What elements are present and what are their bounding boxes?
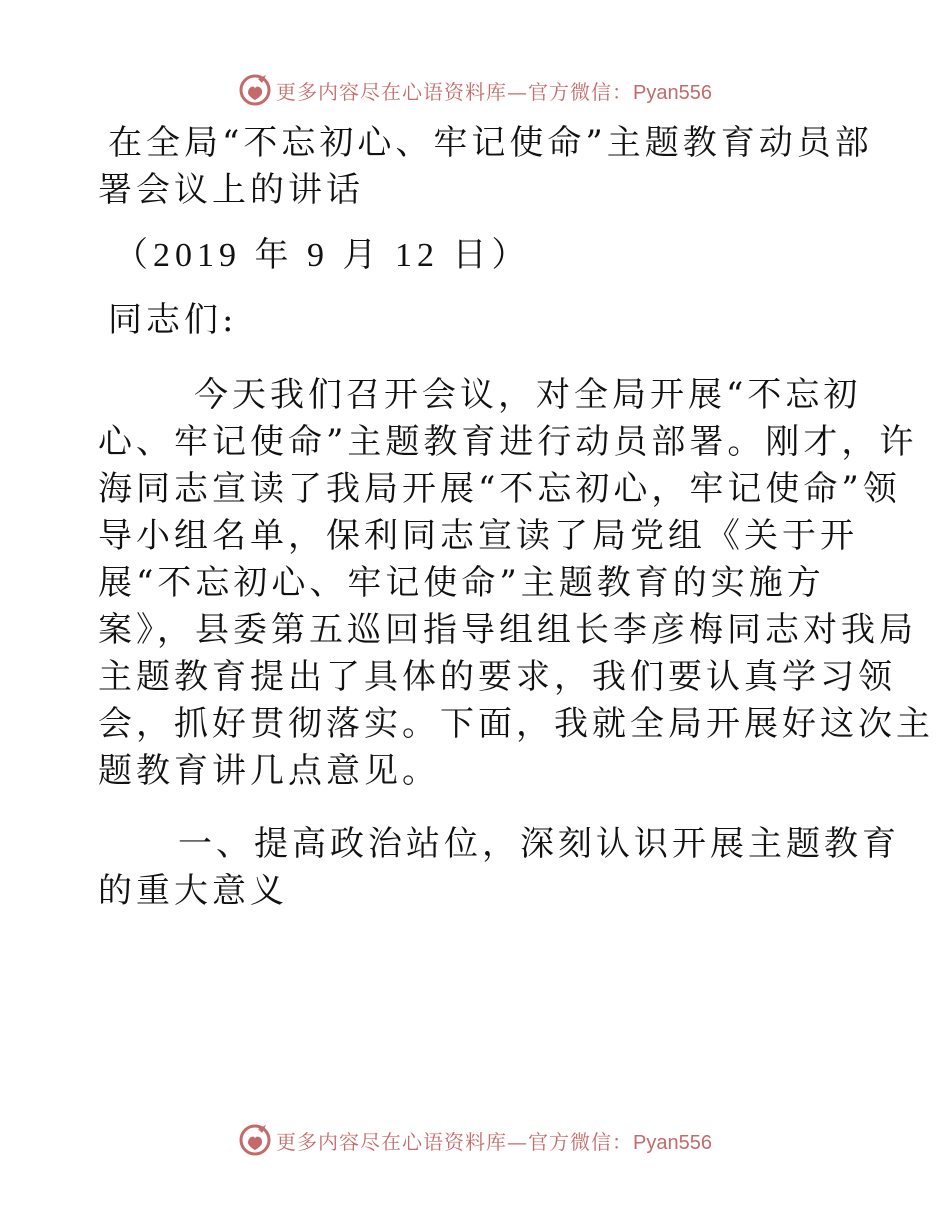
paragraph-line: 海同志宣读了我局开展“不忘初心，牢记使命”领 xyxy=(98,469,901,509)
section-heading-line: 的重大意义 xyxy=(98,871,288,911)
watermark-wechat-label: 官方微信： xyxy=(528,79,634,104)
paragraph-line: 会，抓好贯彻落实。下面，我就全局开展好这次主 xyxy=(98,704,934,744)
watermark-footer xyxy=(0,1120,950,1160)
heart-pen-logo-icon xyxy=(238,1123,272,1157)
document-title-line-1: 在全局“不忘初心、牢记使命”主题教育动员部 xyxy=(108,123,873,163)
watermark-wechat-label: 官方微信： xyxy=(528,1129,634,1154)
watermark-wechat-id: Pyan556 xyxy=(633,1131,712,1154)
paragraph-line: 案》，县委第五巡回指导组组长李彦梅同志对我局 xyxy=(98,610,917,650)
greeting: 同志们: xyxy=(108,300,238,340)
paragraph-line: 导小组名单，保利同志宣读了局党组《关于开 xyxy=(98,516,858,556)
document-title-line-2: 署会议上的讲话 xyxy=(98,170,364,210)
watermark-header xyxy=(0,70,950,110)
document-date: （2019 年 9 月 12 日） xyxy=(114,237,531,274)
section-heading-line: 一、提高政治站位，深刻认识开展主题教育 xyxy=(178,824,900,864)
document-body xyxy=(98,120,934,915)
watermark-dash: — xyxy=(507,1129,529,1154)
paragraph-line: 主题教育提出了具体的要求，我们要认真学习领 xyxy=(98,657,896,697)
paragraph-1 xyxy=(98,372,934,795)
heart-pen-logo-icon xyxy=(238,73,272,107)
watermark-text: 更多内容尽在心语资料库 xyxy=(276,79,508,104)
paragraph-line: 今天我们召开会议，对全局开展“不忘初 xyxy=(194,375,862,415)
section-heading-1 xyxy=(98,821,900,915)
paragraph-line: 心、牢记使命”主题教育进行动员部署。刚才，许 xyxy=(98,422,918,462)
watermark-dash: — xyxy=(507,79,529,104)
watermark-wechat-id: Pyan556 xyxy=(633,81,712,104)
watermark-text: 更多内容尽在心语资料库 xyxy=(276,1129,508,1154)
paragraph-line: 展“不忘初心、牢记使命”主题教育的实施方 xyxy=(98,563,825,603)
paragraph-line: 题教育讲几点意见。 xyxy=(98,751,440,791)
